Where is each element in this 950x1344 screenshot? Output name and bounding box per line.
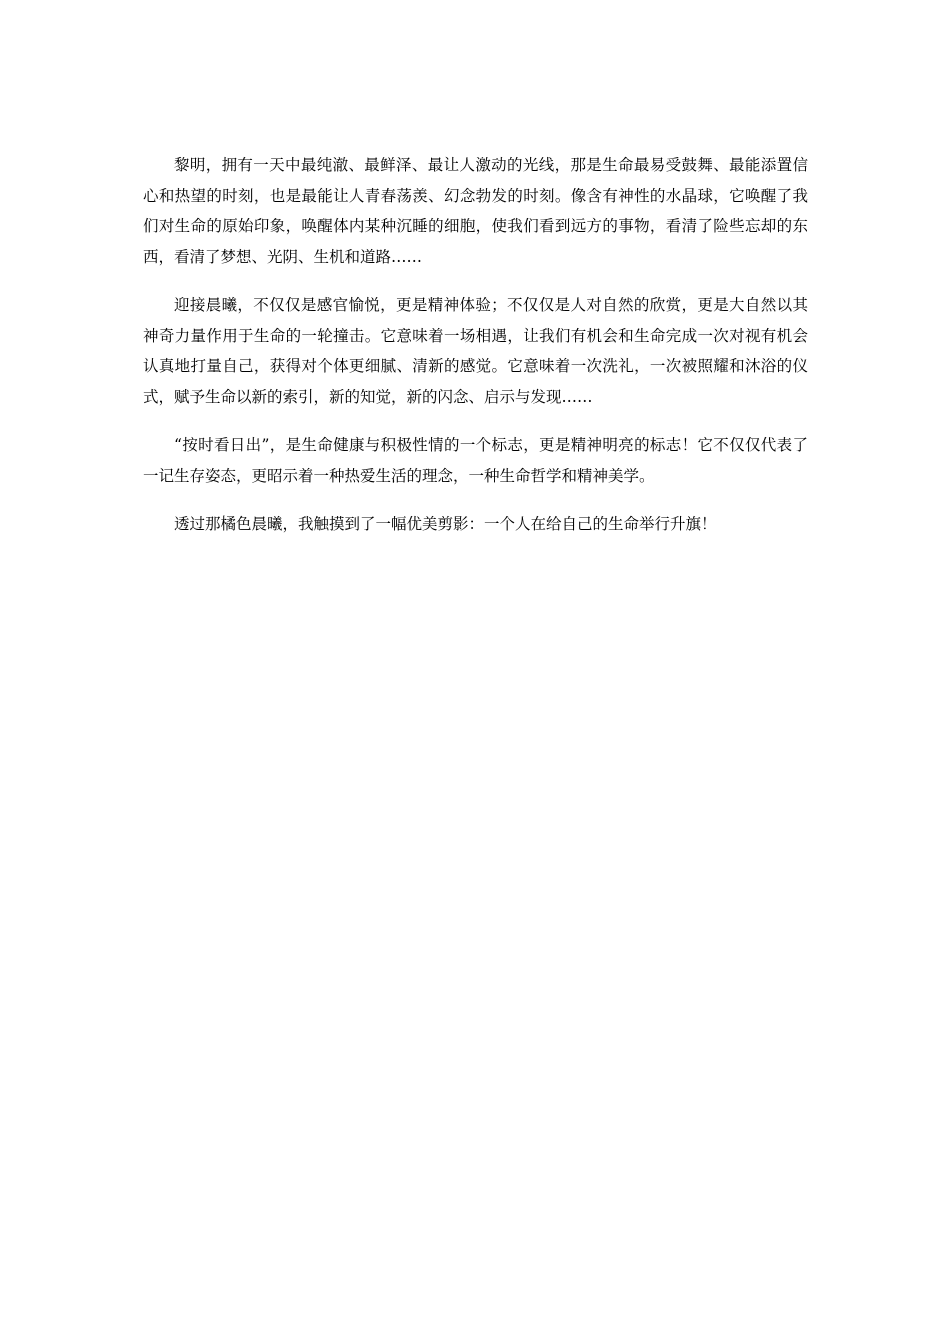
- paragraph-1: 黎明，拥有一天中最纯澈、最鲜泽、最让人激动的光线，那是生命最易受鼓舞、最能添置信心和热望的时刻，也是最能让人青春荡羡、幻念勃发的时刻。像含有神性的水晶球，它唤醒了我们对生命的原始印象，唤醒体内某种沉睡的细胞，使我们看到远方的事物，看清了险些忘却的东西，看清了梦想、光阴、生机和道路……: [143, 156, 808, 266]
- document-body: [143, 150, 808, 558]
- paragraph-3: “按时看日出”，是生命健康与积极性情的一个标志，更是精神明亮的标志！它不仅仅代表了一记生存姿态，更昭示着一种热爱生活的理念，一种生命哲学和精神美学。: [143, 436, 808, 485]
- paragraph-2: 迎接晨曦，不仅仅是感官愉悦，更是精神体验；不仅仅是人对自然的欣赏，更是大自然以其神奇力量作用于生命的一轮撞击。它意味着一场相遇，让我们有机会和生命完成一次对视有机会认真地打量自己，获得对个体更细腻、清新的感觉。它意味着一次洗礼，一次被照耀和沐浴的仪式，赋予生命以新的索引，新的知觉，新的闪念、启示与发现……: [143, 296, 808, 406]
- paragraph-4: 透过那橘色晨曦，我触摸到了一幅优美剪影：一个人在给自己的生命举行升旗！: [174, 515, 717, 533]
